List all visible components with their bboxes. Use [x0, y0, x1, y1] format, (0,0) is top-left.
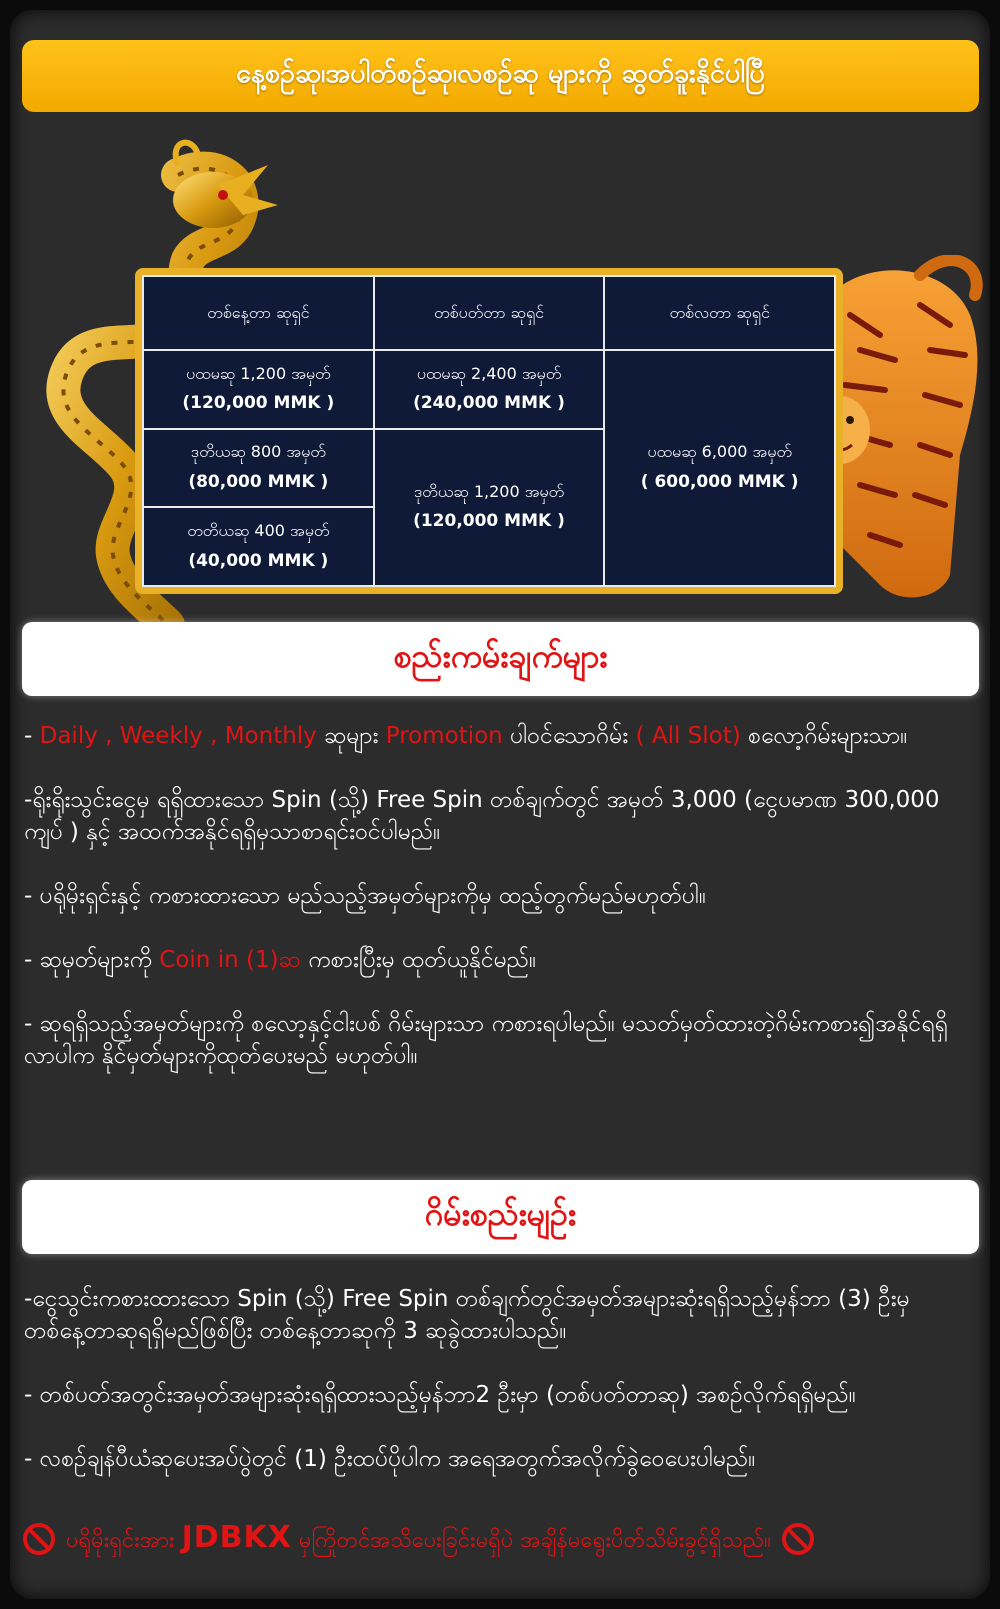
prohibited-icon [781, 1522, 815, 1556]
prize-table-board [135, 268, 843, 594]
header-weekly: တစ်ပတ်တာ ဆုရှင် [374, 276, 605, 350]
rules-list [24, 1283, 969, 1507]
terms-item: -ရိုးရိုးသွင်းငွေမှ ရရှိထားသော Spin (သို့) Free Spin တစ်ချက်တွင် အမှတ် 3,000 (ငွေပမာဏ 300,000 ကျပ် ) နှင့် အထက်အနိုင်ရရှိမှသာစာရင်းဝင်ပါမည်။ [24, 787, 940, 845]
daily-second-prize: ဒုတိယဆု 800 အမှတ် (80,000 MMK ) [143, 429, 374, 508]
header-monthly: တစ်လတာ ဆုရှင် [604, 276, 835, 350]
monthly-first-prize: ပထမဆု 6,000 အမှတ် ( 600,000 MMK ) [604, 350, 835, 586]
rules-item: - တစ်ပတ်အတွင်းအမှတ်အများဆုံးရရှိထားသည့်မှန်ဘာ2 ဦးမှာ (တစ်ပတ်တာဆု) အစဉ်လိုက်ရရှိမည်။ [24, 1382, 856, 1408]
weekly-second-prize: ဒုတိယဆု 1,200 အမှတ် (120,000 MMK ) [374, 429, 605, 586]
daily-first-prize: ပထမဆု 1,200 အမှတ် (120,000 MMK ) [143, 350, 374, 429]
rules-item: -ငွေသွင်းကစားထားသော Spin (သို့) Free Spin တစ်ချက်တွင်အမှတ်အများဆုံးရရှိသည့်မှန်ဘာ (3) ဦးမှတစ်နေ့တာဆုရရှိမည်ဖြစ်ပြီး တစ်နေ့တာဆုကို 3 ဆုခွဲထားပါသည်။ [24, 1286, 910, 1344]
banner-title: နေ့စဉ်ဆု၊အပါတ်စဉ်ဆု၊လစဉ်ဆု များကို ဆွတ်ခူးနိုင်ပါပြီ [236, 58, 765, 89]
promo-banner [22, 40, 979, 112]
rules-title: ဂိမ်းစည်းမျဉ်း [425, 1195, 576, 1233]
warning-text: ပရိုမိုးရှင်းအား JDBKX မှကြိုတင်အသိပေးခြင်းမရှိပဲ အချိန်မရွေးပိတ်သိမ်းခွင့်ရှိသည်။ [66, 1520, 771, 1555]
rules-item: - လစဉ်ချန်ပီယံဆုပေးအပ်ပွဲတွင် (1) ဦးထပ်ပိုပါက အရေအတွက်အလိုက်ခွဲဝေပေးပါမည်။ [24, 1446, 756, 1472]
brand-name: JDBKX [181, 1520, 292, 1555]
terms-item: - ဆုရရှိသည့်အမှတ်များကို စလော့နှင့်ငါးပစ် ဂိမ်းများသာ ကစားရပါမည်။ မသတ်မှတ်ထားတဲ့ဂိမ်းကစား၍အနိုင်ရရှိလာပါက နိုင်မှတ်များကိုထုတ်ပေးမည် မဟုတ်ပါ။ [24, 1011, 948, 1069]
terms-title: စည်းကမ်းချက်များ [393, 637, 608, 675]
header-daily: တစ်နေ့တာ ဆုရှင် [143, 276, 374, 350]
rules-header [22, 1180, 979, 1254]
prize-table [142, 275, 836, 587]
terms-item: - ဆုမှတ်များကို Coin in (1)ဆ ကစားပြီးမှ ထုတ်ယူနိုင်မည်။ [24, 947, 537, 973]
promotion-warning [22, 1520, 972, 1558]
prohibited-icon [22, 1522, 56, 1556]
terms-header [22, 622, 979, 696]
terms-item: - ပရိုမိုးရှင်းနှင့် ကစားထားသော မည်သည့်အမှတ်များကိုမှ ထည့်တွက်မည်မဟုတ်ပါ။ [24, 883, 706, 909]
terms-item: - Daily , Weekly , Monthly ဆုများ Promotion ပါဝင်သောဂိမ်း ( All Slot) စလော့ဂိမ်းများသာ။ [24, 723, 908, 749]
terms-list [24, 720, 969, 1104]
daily-third-prize: တတိယဆု 400 အမှတ် (40,000 MMK ) [143, 507, 374, 586]
weekly-first-prize: ပထမဆု 2,400 အမှတ် (240,000 MMK ) [374, 350, 605, 429]
